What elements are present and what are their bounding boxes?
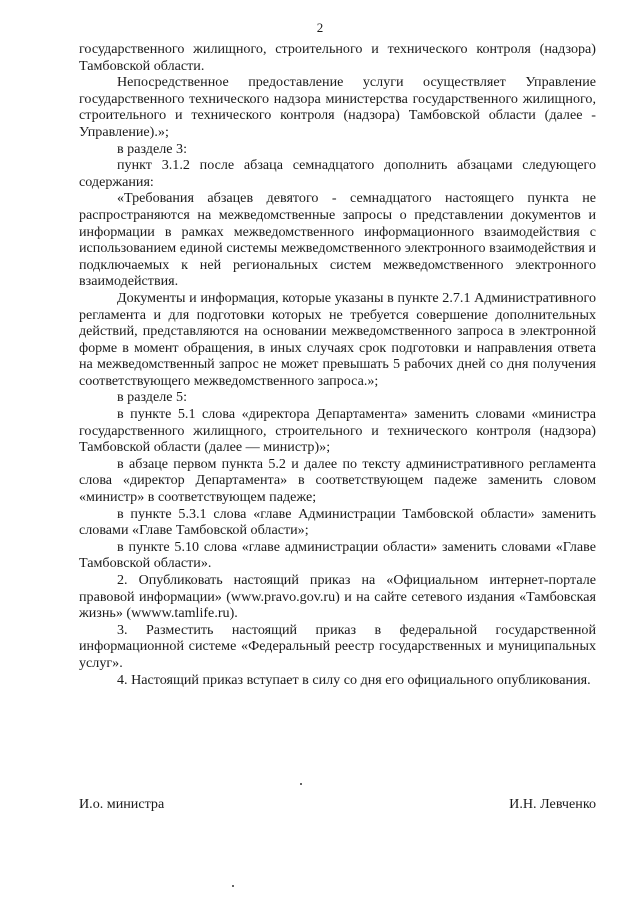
paragraph: 4. Настоящий приказ вступает в силу со дня его официального опубликования.: [117, 671, 591, 688]
paragraph: 3. Разместить настоящий приказ в федеральной государственной информационной системе «Федеральный реестр государственных и муниципальных услуг».: [79, 621, 596, 671]
paragraph: Документы и информация, которые указаны в пункте 2.7.1 Административного регламента и для подготовки которых не требуется совершение дополнительных действий, представляются на основании межведомственного запроса в электронной форме в момент обращения, в иных случаях срок подготовки и направления ответа на межведомственный запрос не может превышать 5 рабочих дней со дня получения соответствующего межведомственного запроса.»;: [79, 289, 596, 389]
paragraph: в пункте 5.1 слова «директора Департамента» заменить словами «министра государственного жилищного, строительного и технического контроля (надзора) Тамбовской области (далее — министр)»;: [79, 406, 596, 456]
signature-block: [79, 796, 596, 813]
paragraph: Непосредственное предоставление услуги осуществляет Управление государственного технического надзора министерства государственного жилищного, строительного и технического контроля (надзора) Тамбовской области (далее - Управление).»;: [79, 74, 596, 140]
paragraph: «Требования абзацев девятого - семнадцатого настоящего пункта не распространяются на межведомственные запросы о представлении документов и информации в рамках межведомственного информационного взаимодействия с использованием единой системы межведомственного электронного взаимодействия и подключаемых к ней региональных систем межведомственного электронного взаимодействия.: [79, 190, 596, 290]
document-body: [79, 41, 596, 688]
signatory-name: И.Н. Левченко: [509, 796, 596, 812]
paragraph: государственного жилищного, строительного и технического контроля (надзора) Тамбовской области.: [79, 41, 596, 74]
paragraph: в пункте 5.10 слова «главе администрации области» заменить словами «Главе Тамбовской области».: [79, 538, 596, 572]
scan-speck: [300, 783, 302, 785]
paragraph: в абзаце первом пункта 5.2 и далее по тексту административного регламента слова «директор Департамента» в соответствующем падеже заменить словом «министр» в соответствующем падеже;: [79, 455, 596, 506]
paragraph: в разделе 5:: [117, 389, 187, 406]
scan-speck: [232, 885, 234, 887]
page-number: 2: [316, 20, 324, 35]
paragraph: в разделе 3:: [117, 140, 187, 157]
paragraph: 2. Опубликовать настоящий приказ на «Официальном интернет-портале правовой информации» (www.pravo.gov.ru) и на сайте сетевого издания «Тамбовская жизнь» (wwww.tamlife.ru).: [79, 572, 596, 622]
paragraph: в пункте 5.3.1 слова «главе Администрации Тамбовской области» заменить словами «Главе Тамбовской области»;: [79, 505, 596, 539]
signatory-position: И.о. министра: [79, 796, 165, 812]
paragraph: пункт 3.1.2 после абзаца семнадцатого дополнить абзацами следующего содержания:: [79, 157, 596, 190]
